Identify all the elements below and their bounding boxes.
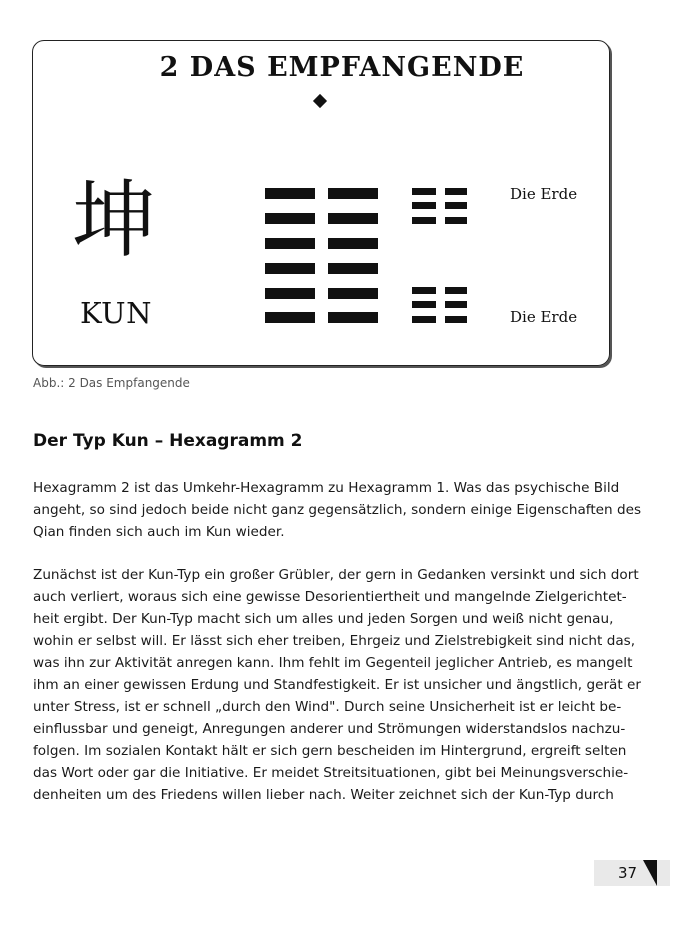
corner-triangle-icon [643,860,657,886]
paragraph-line: das Wort oder gar die Initiative. Er meidet Streitsituationen, gibt bei Meinungsverschie- [33,765,629,781]
paragraph-line: Qian finden sich auch im Kun wieder. [33,524,285,540]
paragraph-line: heit ergibt. Der Kun-Typ macht sich um alles und jeden Sorgen und weiß nicht genau, [33,611,614,627]
paragraph-line: Zunächst ist der Kun-Typ ein großer Grübler, der gern in Gedanken versinkt und sich dort [33,567,639,583]
chinese-character: 坤 [72,171,157,269]
paragraph-line: Hexagramm 2 ist das Umkehr-Hexagramm zu Hexagramm 1. Was das psychische Bild [33,480,620,496]
hexagram-line-5-right [328,213,378,224]
hexagram-line-6-left [265,188,315,199]
hexagram-line-5-left [265,213,315,224]
figure-title: 2 DAS EMPFANGENDE [159,52,525,83]
hexagram-line-6-right [328,188,378,199]
hexagram-line-1-right [328,312,378,323]
upper-trigram-label: Die Erde [510,185,578,203]
section-heading: Der Typ Kun – Hexagramm 2 [33,431,303,451]
hexagram-line-4-right [328,238,378,249]
paragraph-line: unter Stress, ist er schnell „durch den Wind". Durch seine Unsicherheit ist er leicht be- [33,699,622,715]
paragraph-line: was ihn zur Aktivität anregen kann. Ihm fehlt im Gegenteil jeglicher Antrieb, es mangelt [33,655,633,671]
romanized-name: KUN [80,296,152,330]
paragraph-line: angeht, so sind jedoch beide nicht ganz gegensätzlich, sondern einige Eigenschaften des [33,502,642,518]
paragraph-line: auch verliert, woraus sich eine gewisse Desorientiertheit und mangelnde Zielgerichtet- [33,589,627,605]
hexagram-line-3-right [328,263,378,274]
hexagram-line-4-left [265,238,315,249]
paragraph-line: denheiten um des Friedens willen lieber nach. Weiter zeichnet sich der Kun-Typ durch [33,787,614,803]
page-number: 37 [618,864,638,882]
paragraph-line: einflussbar und geneigt, Anregungen anderer und Strömungen widerstandslos nachzu- [33,721,626,737]
paragraph-line: ihm an einer gewissen Erdung und Standfestigkeit. Er ist unsicher und ängstlich, gerät er [33,677,641,693]
paragraph-1 [33,477,645,543]
hexagram-line-2-right [328,288,378,299]
lower-trigram-label: Die Erde [510,308,578,326]
paragraph-line: folgen. Im sozialen Kontakt hält er sich gern bescheiden im Hintergrund, ergreift selten [33,743,627,759]
paragraph-2 [33,564,645,806]
hexagram-line-3-left [265,263,315,274]
figure-caption: Abb.: 2 Das Empfangende [33,376,190,390]
paragraph-line: wohin er selbst will. Er lässt sich eher treiben, Ehrgeiz und Zielstrebigkeit sind nicht das, [33,633,636,649]
hexagram-line-2-left [265,288,315,299]
hexagram-line-1-left [265,312,315,323]
